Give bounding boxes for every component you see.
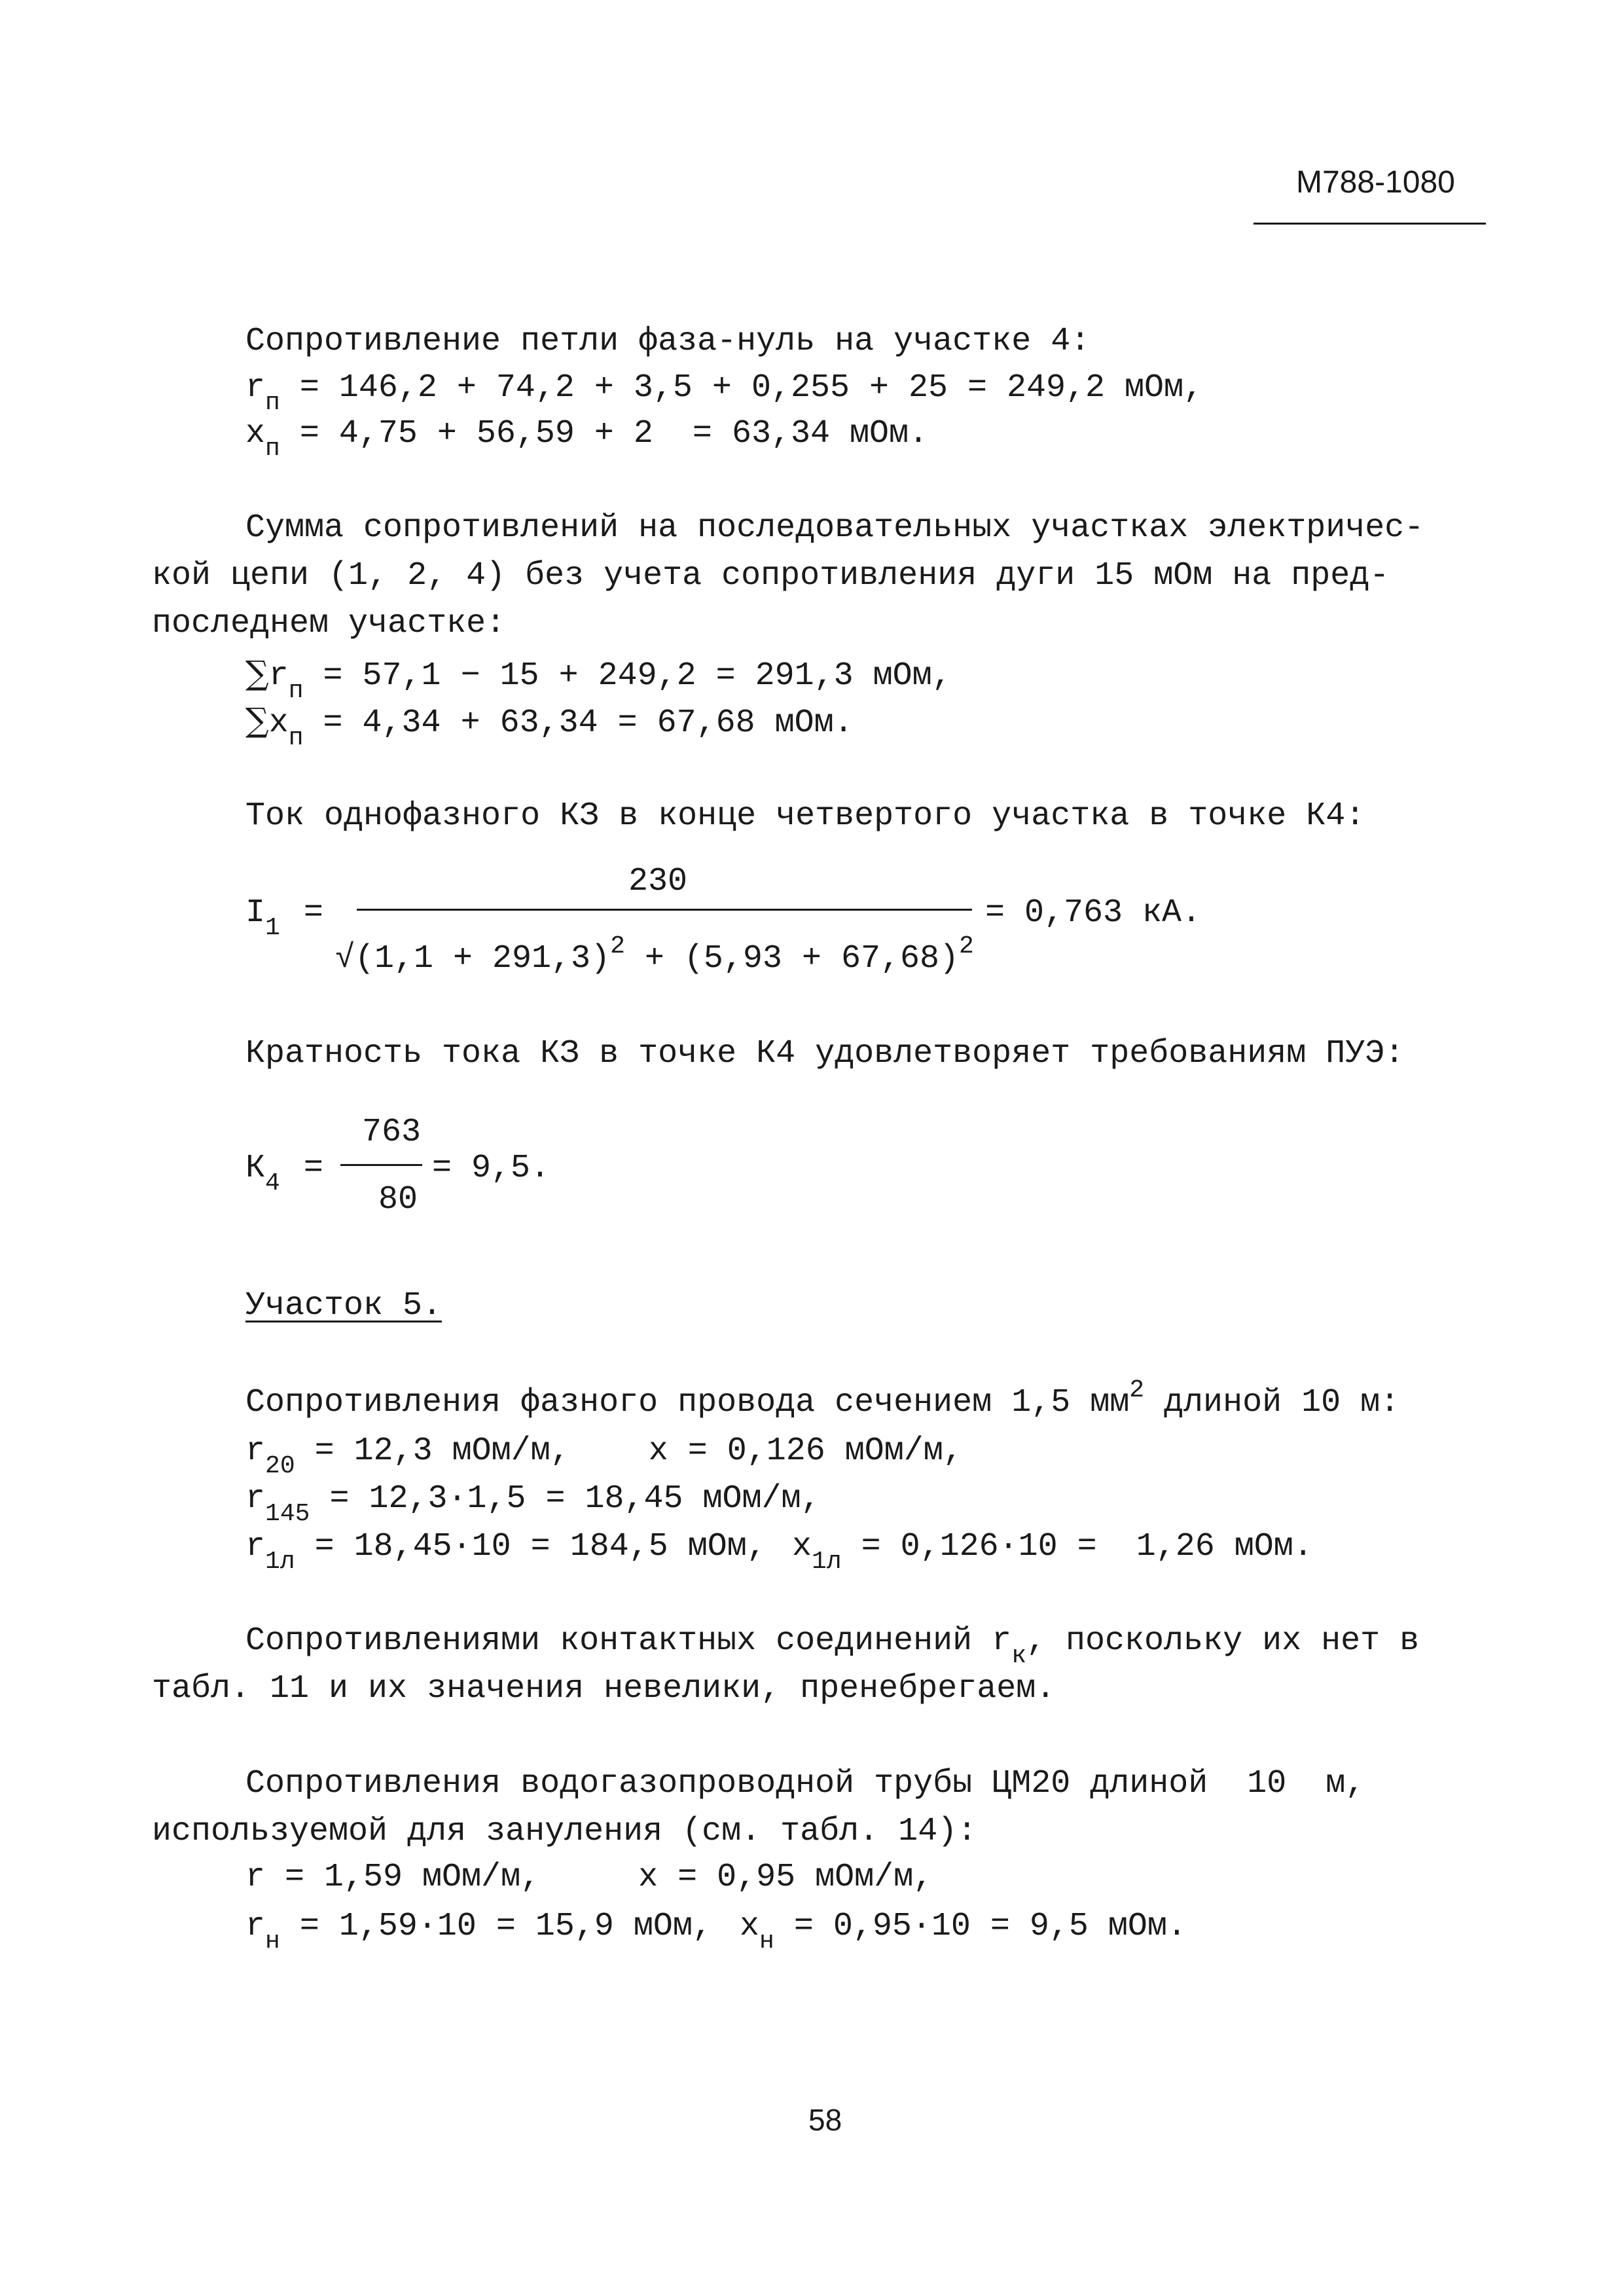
wire-intro [245, 1376, 1400, 1421]
formula-r1l [245, 1528, 767, 1576]
wire-intro-text: Сопротивления фазного провода сечением 1,5 мм [245, 1384, 1130, 1421]
formula-rhs: = 146,2 + 74,2 + 3,5 + 0,255 + 25 = 249,2 мОм, [280, 369, 1204, 407]
current-intro: Ток однофазного КЗ в конце четвертого участка в точке К4: [245, 797, 1365, 835]
wire-intro-tail: длиной 10 м: [1144, 1384, 1400, 1421]
current-numerator: 230 [628, 863, 688, 900]
denominator-part-2: + (5,93 + 67,68) [624, 940, 959, 977]
formula-rhs: = 4,75 + 56,59 + 2 = 63,34 мОм. [280, 415, 928, 452]
pipe-resistance: r = 1,59 мОм/м, x = 0,95 мОм/м, [245, 1859, 933, 1896]
formula-rhs: = 12,3 мОм/м, x = 0,126 мОм/м, [295, 1432, 963, 1470]
formula-rn [245, 1908, 712, 1956]
sum-intro-line-1: Сумма сопротивлений на последовательных участках электричес- [245, 509, 1424, 547]
formula-xp [245, 415, 928, 463]
ratio-numerator: 763 [362, 1114, 422, 1151]
symbol-x: x [740, 1908, 760, 1945]
symbol-i: I [245, 894, 266, 932]
symbol-r: r [268, 657, 289, 695]
pipe-intro-line-2: используемой для зануления (см. табл. 14): [152, 1813, 977, 1850]
sigma-symbol: ∑ [245, 654, 269, 692]
symbol-r: r [245, 1480, 266, 1518]
formula-rhs: = 12,3·1,5 = 18,45 мОм/м, [310, 1480, 821, 1518]
symbol-k: К [245, 1150, 266, 1187]
contacts-line-2: табл. 11 и их значения невелики, пренебрегаем. [152, 1670, 1056, 1707]
current-denominator [335, 932, 974, 977]
ratio-lhs [245, 1150, 323, 1197]
formula-rhs: = 18,45·10 = 184,5 мОм, [295, 1528, 767, 1565]
symbol-x: x [245, 415, 266, 452]
pipe-intro-line-1: Сопротивления водогазопроводной трубы ЦМ20 длиной 10 м, [245, 1765, 1365, 1802]
exponent: 2 [610, 932, 625, 960]
subscript: 1л [812, 1548, 842, 1576]
formula-rhs: = 0,95·10 = 9,5 мОм. [774, 1908, 1187, 1945]
ratio-result: = 9,5. [432, 1150, 550, 1187]
formula-r20 [245, 1432, 963, 1480]
subscript: н [759, 1927, 774, 1956]
contacts-text-tail: , поскольку их нет в [1026, 1622, 1420, 1660]
subscript: к [1011, 1642, 1027, 1670]
sum-intro-line-2: кой цепи (1, 2, 4) без учета сопротивления дуги 15 мОм на пред- [152, 557, 1390, 594]
sigma-symbol: ∑ [245, 701, 269, 739]
formula-rp [245, 369, 1204, 417]
document-code: М788-1080 [1296, 165, 1455, 200]
symbol-r: r [245, 1528, 266, 1565]
symbol-x: x [268, 704, 289, 742]
subscript: 1 [265, 914, 280, 942]
formula-rhs: = 0,126·10 = 1,26 мОм. [841, 1528, 1313, 1565]
formula-r145 [245, 1480, 821, 1528]
symbol-r: r [245, 369, 266, 407]
header-rule [1254, 223, 1486, 225]
current-result: = 0,763 кА. [985, 894, 1202, 932]
formula-xn [740, 1908, 1187, 1956]
section-5-heading: Участок 5. [245, 1287, 442, 1324]
equals-sign: = [303, 894, 323, 932]
sum-intro-line-3: последнем участке: [152, 605, 506, 642]
formula-sum-r [245, 654, 952, 705]
page-number: 58 [808, 2103, 842, 2137]
symbol-r: r [245, 1908, 266, 1945]
subscript: 20 [265, 1452, 295, 1480]
subscript: п [288, 724, 304, 752]
ratio-denominator: 80 [378, 1181, 418, 1218]
exponent: 2 [1129, 1376, 1145, 1404]
ratio-intro: Кратность тока КЗ в точке К4 удовлетворяет требованиям ПУЭ: [245, 1035, 1405, 1072]
contacts-text: Сопротивлениями контактных соединений r [245, 1622, 1012, 1660]
subscript: п [265, 435, 280, 463]
formula-sum-x [245, 701, 854, 752]
subscript: п [265, 389, 280, 417]
current-fraction-bar [357, 909, 972, 911]
symbol-r: r [245, 1432, 266, 1470]
loop-resistance-heading: Сопротивление петли фаза-нуль на участке 4: [245, 323, 1091, 360]
formula-rhs: = 1,59·10 = 15,9 мОм, [280, 1908, 712, 1945]
subscript: н [265, 1927, 280, 1956]
symbol-x: x [792, 1528, 812, 1565]
formula-rhs: = 57,1 − 15 + 249,2 = 291,3 мОм, [303, 657, 952, 695]
ratio-fraction-bar [340, 1164, 422, 1166]
denominator-part-1: √(1,1 + 291,3) [335, 940, 611, 977]
formula-x1l [792, 1528, 1313, 1576]
current-lhs [245, 894, 323, 942]
equals-sign: = [303, 1150, 323, 1187]
subscript: 1л [265, 1548, 295, 1576]
exponent: 2 [958, 932, 974, 960]
subscript: 4 [265, 1169, 280, 1197]
subscript: п [288, 677, 304, 705]
formula-rhs: = 4,34 + 63,34 = 67,68 мОм. [303, 704, 854, 742]
subscript: 145 [265, 1500, 310, 1528]
contacts-line-1 [245, 1622, 1420, 1670]
